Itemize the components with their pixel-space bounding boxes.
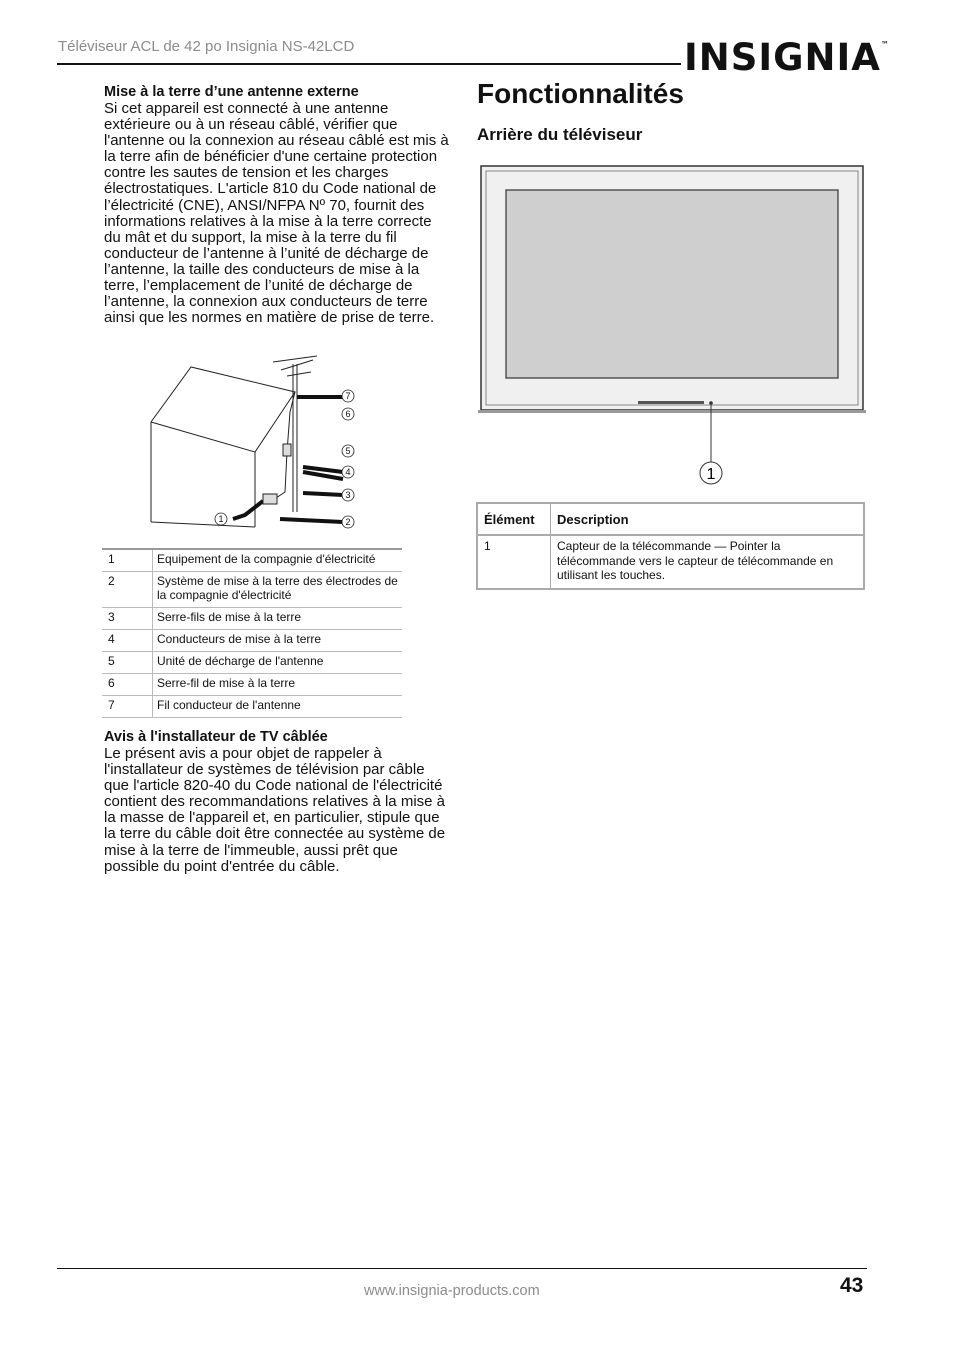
- table-row: 7 Fil conducteur de l'antenne: [102, 696, 402, 718]
- callout-2: 2: [345, 517, 351, 527]
- table-row: 5 Unité de décharge de l'antenne: [102, 652, 402, 674]
- table-row: 1 Capteur de la télécommande — Pointer la télécommande vers le capteur de télécommande en utilisant les touches.: [477, 535, 864, 589]
- callout-3: 3: [345, 490, 351, 500]
- footer-url: www.insignia-products.com: [364, 1283, 540, 1299]
- table-row: 6 Serre-fil de mise à la terre: [102, 674, 402, 696]
- running-header: Téléviseur ACL de 42 po Insignia NS-42LCD: [58, 38, 355, 55]
- page-title: Fonctionnalités: [477, 78, 684, 109]
- section-subtitle: Arrière du téléviseur: [477, 125, 643, 144]
- section-heading: Avis à l'installateur de TV câblée: [104, 729, 328, 745]
- section-paragraph: Si cet appareil est connecté à une antenne extérieure ou à un réseau câblé, vérifier que l'antenne ou la connexion au réseau câblé est mis à la terre afin de bénéficier d'une certaine protection contre les sautes de tension et les charges électrostatiques. L'article 810 du Code national de l’électricité (CNE), ANSI/NFPA Nº 70, fournit des informations relatives à la mise à la terre correcte du mât et du support, la mise à la terre du fil conducteur de l’antenne à l’unité de décharge de l’antenne, la taille des conducteurs de mise à la terre, l’emplacement de l’unité de décharge de l’antenne, la connexion aux conducteurs de terre ainsi que les normes en matière de prise de terre.: [104, 100, 449, 327]
- feature-description-table: [476, 502, 865, 590]
- callout-7: 7: [345, 391, 351, 401]
- antenna-grounding-diagram: [145, 352, 370, 537]
- table-row: 1 Equipement de la compagnie d'électricité: [102, 549, 402, 572]
- table-row: 2 Système de mise à la terre des électrodes de la compagnie d'électricité: [102, 572, 402, 608]
- column-header: Élément: [477, 503, 551, 535]
- page-number: 43: [840, 1274, 864, 1297]
- header-rule: [57, 63, 681, 65]
- section-heading: Mise à la terre d’une antenne externe: [104, 84, 359, 100]
- callout-1: 1: [218, 514, 224, 524]
- table-row: 3 Serre-fils de mise à la terre: [102, 608, 402, 630]
- callout-1: 1: [706, 466, 716, 483]
- tv-rear-illustration: [478, 164, 866, 494]
- footer-rule: [57, 1268, 867, 1269]
- diagram-legend-table: [102, 548, 402, 718]
- table-row: 4 Conducteurs de mise à la terre: [102, 630, 402, 652]
- column-header: Description: [551, 503, 865, 535]
- insignia-logo: INSIGNIA™: [684, 36, 890, 79]
- cable-installer-section: [104, 729, 449, 875]
- antenna-grounding-section: [104, 84, 449, 326]
- section-paragraph: Le présent avis a pour objet de rappeler à l'installateur de systèmes de télévision par câble que l'article 820-40 du Code national de l'électricité contient des recommandations relatives à la mise à la masse de l'appareil et, en particulier, stipule que la terre du câble doit être connectée au système de mise à la terre de l'immeuble, aussi prêt que possible du point d'entrée du câble.: [104, 745, 446, 875]
- callout-6: 6: [345, 409, 351, 419]
- callout-4: 4: [345, 467, 351, 477]
- table-header-row: [477, 503, 864, 535]
- callout-5: 5: [345, 446, 351, 456]
